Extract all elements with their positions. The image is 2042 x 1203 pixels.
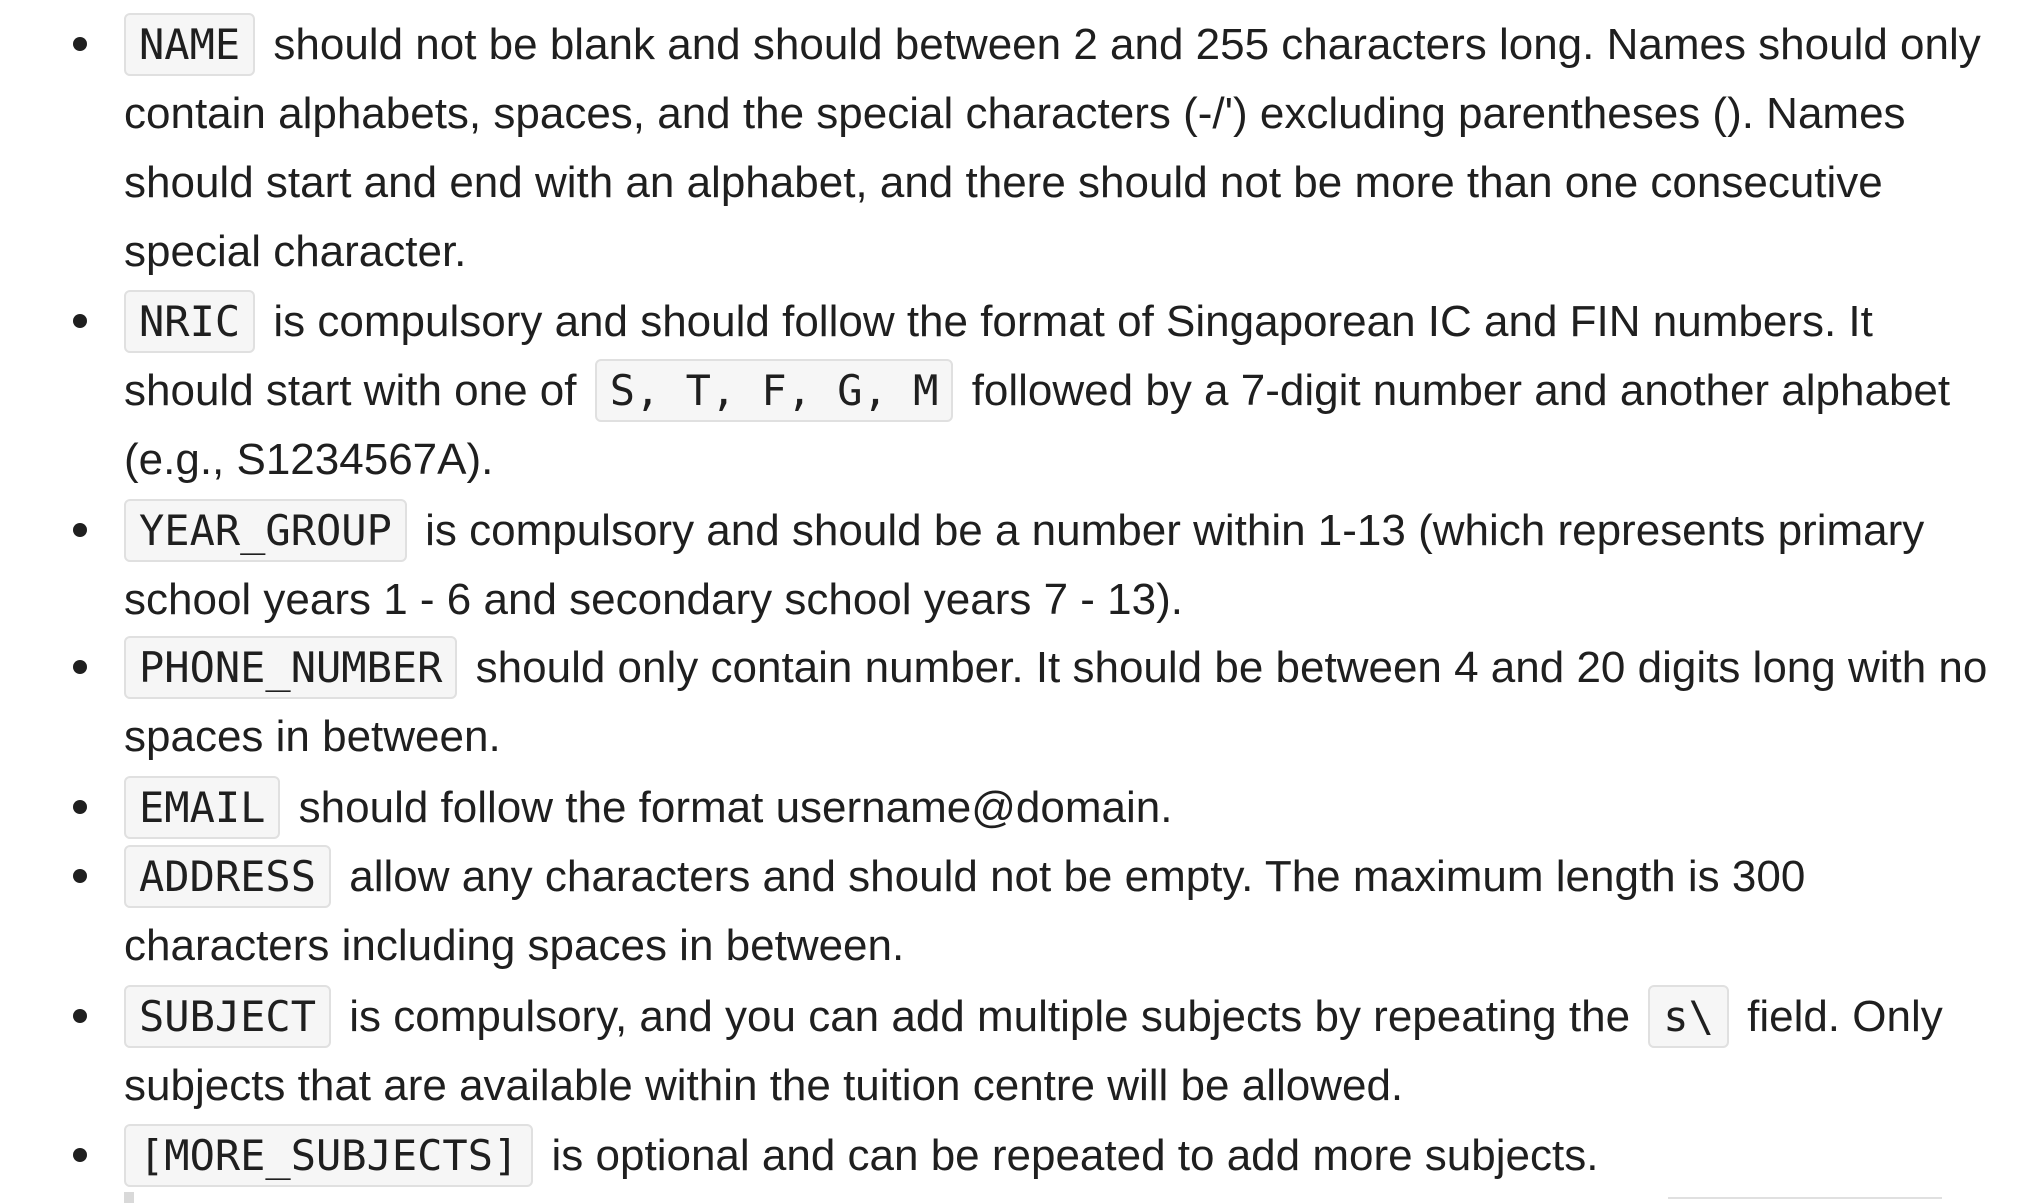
bullet-icon: [73, 523, 87, 537]
inline-code: S, T, F, G, M: [595, 359, 954, 422]
field-code: NAME: [124, 13, 255, 76]
rule-text: is compulsory and should be a number within 1-13 (which represents primary school years 1 - 6 and secondary school years 7 - 13).: [124, 506, 1925, 624]
rule-text-before: is compulsory and should follow the format of Singaporean IC and FIN numbers. It should start with one of: [124, 297, 1873, 415]
rule-nric: [124, 287, 2014, 494]
rule-text: is optional and can be repeated to add more subjects.: [551, 1131, 1599, 1180]
field-code: PHONE_NUMBER: [124, 636, 457, 699]
rule-text: should only contain number. It should be between 4 and 20 digits long with no spaces in between.: [124, 643, 1988, 761]
truncated-content-edge: [1668, 1197, 1942, 1199]
field-code: EMAIL: [124, 776, 280, 839]
bullet-icon: [73, 1148, 87, 1162]
rule-address: [124, 842, 2014, 980]
bullet-icon: [73, 660, 87, 674]
rule-text: allow any characters and should not be empty. The maximum length is 300 characters including spaces in between.: [124, 852, 1806, 970]
rule-text-before: is compulsory, and you can add multiple subjects by repeating the: [349, 992, 1631, 1041]
rule-text: should not be blank and should between 2 and 255 characters long. Names should only contain alphabets, spaces, and the special characters (-/') excluding parentheses (). Names should start and end with an alphabet, and there should not be more than one consecutive special character.: [124, 20, 1981, 276]
field-code: YEAR_GROUP: [124, 499, 407, 562]
rule-year-group: [124, 496, 2014, 634]
rule-phone-number: [124, 633, 2014, 771]
rule-text-after: followed by a 7-digit number and another alphabet (e.g., S1234567A).: [124, 366, 1951, 484]
bullet-icon: [73, 37, 87, 51]
rule-more-subjects: [124, 1121, 2014, 1190]
bullet-icon: [73, 800, 87, 814]
inline-code: s\: [1648, 985, 1729, 1048]
rule-subject: [124, 982, 2014, 1120]
rule-text: should follow the format username@domain.: [298, 783, 1173, 832]
field-code: NRIC: [124, 290, 255, 353]
rule-email: [124, 773, 2014, 842]
rule-name: [124, 10, 2014, 286]
rule-text-after: field. Only subjects that are available within the tuition centre will be allowed.: [124, 992, 1943, 1110]
bullet-icon: [73, 314, 87, 328]
truncated-content-edge: [124, 1192, 134, 1203]
field-code: ADDRESS: [124, 845, 331, 908]
field-code: SUBJECT: [124, 985, 331, 1048]
bullet-icon: [73, 869, 87, 883]
bullet-icon: [73, 1009, 87, 1023]
field-code: [MORE_SUBJECTS]: [124, 1124, 533, 1187]
